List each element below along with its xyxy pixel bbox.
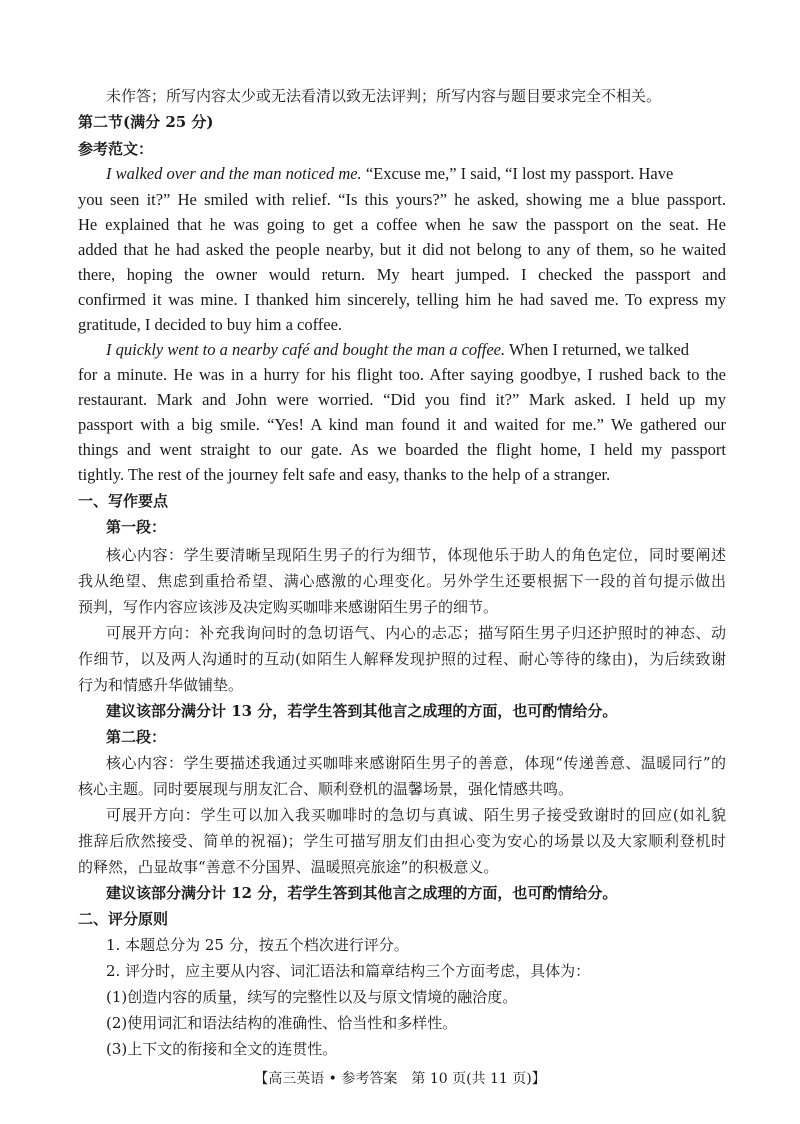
core-content-line: 我从绝望、焦虑到重拾希望、满心感激的心理变化。另外学生还要根据下一段的首句提示做出 [78,572,726,590]
score-note: 建议该部分满分计 12 分，若学生答到其他言之成理的方面，也可酌情给分。 [106,884,618,902]
grading-item: 2. 评分时，应主要从内容、词汇语法和篇章结构三个方面考虑，具体为： [106,962,591,980]
essay-line: for a minute. He was in a hurry for his flight too. After saying goodbye, I rushed back to the [78,365,726,384]
essay-lead-sentence: I walked over and the man noticed me. [106,164,362,183]
writing-points-heading: 一、写作要点 [78,492,169,510]
expand-direction-line: 作细节，以及两人沟通时的互动(如陌生人解释发现护照的过程、耐心等待的缘由)，为后续致谢 [78,650,726,668]
essay-line: passport with a big smile. “Yes! A kind man found it and waited for me.” We gathered our [78,415,726,434]
essay-line: things and went straight to our gate. As we boarded the flight home, I held my passport [78,440,726,459]
essay-line: I walked over and the man noticed me. “Excuse me,” I said, “I lost my passport. Have [106,164,674,183]
rating-note: 未作答；所写内容太少或无法看清以致无法评判；所写内容与题目要求完全不相关。 [106,87,662,105]
grading-item: 1. 本题总分为 25 分，按五个档次进行评分。 [106,936,409,954]
essay-lead-sentence: I quickly went to a nearby café and bought the man a coffee. [106,340,506,359]
model-essay-label: 参考范文： [78,140,154,158]
page-footer: 【高三英语 • 参考答案 第 10 页(共 11 页)】 [254,1071,546,1087]
expand-direction-line: 可展开方向：学生可以加入我买咖啡时的急切与真诚、陌生男子接受致谢时的回应(如礼貌 [106,806,726,824]
essay-line: added that he had asked the people nearby, but it did not belong to any of them, so he waited [78,240,726,259]
paragraph-one-label: 第一段： [106,518,167,536]
core-content-line: 核心主题。同时要展现与朋友汇合、顺利登机的温馨场景，强化情感共鸣。 [78,780,574,798]
core-content-line: 预判，写作内容应该涉及决定购买咖啡来感谢陌生男子的细节。 [78,598,499,616]
essay-line: He explained that he was going to get a coffee when he saw the passport on the seat. He [78,215,726,234]
essay-line: gratitude, I decided to buy him a coffee. [78,315,343,334]
grading-heading: 二、评分原则 [78,910,169,928]
essay-line: restaurant. Mark and John were worried. “Did you find it?” Mark asked. I held up my [78,390,726,409]
grading-item: (3)上下文的衔接和全文的连贯性。 [106,1040,338,1058]
essay-line: tightly. The rest of the journey felt safe and easy, thanks to the help of a stranger. [78,465,611,484]
essay-line: you seen it?” He smiled with relief. “Is this yours?” he asked, showing me a blue passport. [78,190,726,209]
essay-line: there, hoping the owner would return. My heart jumped. I checked the passport and [78,265,726,284]
essay-line: confirmed it was mine. I thanked him sincerely, telling him he had saved me. To express my [78,290,726,309]
paragraph-two-label: 第二段： [106,728,167,746]
expand-direction-line: 行为和情感升华做铺垫。 [78,676,244,694]
core-content-line: 核心内容：学生要清晰呈现陌生男子的行为细节，体现他乐于助人的角色定位，同时要阐述 [106,546,726,564]
grading-item: (2)使用词汇和语法结构的准确性、恰当性和多样性。 [106,1014,458,1032]
essay-line: I quickly went to a nearby café and bought the man a coffee. When I returned, we talked [106,340,689,359]
expand-direction-line: 推辞后欣然接受、简单的祝福)；学生可描写朋友们由担心变为安心的场景以及大家顺利登机时 [78,832,726,850]
core-content-line: 核心内容：学生要描述我通过买咖啡来感谢陌生男子的善意，体现“传递善意、温暖同行”的 [106,754,726,772]
expand-direction-line: 可展开方向：补充我询问时的急切语气、内心的忐忑；描写陌生男子归还护照时的神态、动 [106,624,726,642]
grading-item: (1)创造内容的质量，续写的完整性以及与原文情境的融洽度。 [106,988,518,1006]
expand-direction-line: 的释然，凸显故事“善意不分国界、温暖照亮旅途”的积极意义。 [78,858,499,876]
section-heading: 第二节(满分 25 分) [78,113,214,131]
score-note: 建议该部分满分计 13 分，若学生答到其他言之成理的方面，也可酌情给分。 [106,702,618,720]
